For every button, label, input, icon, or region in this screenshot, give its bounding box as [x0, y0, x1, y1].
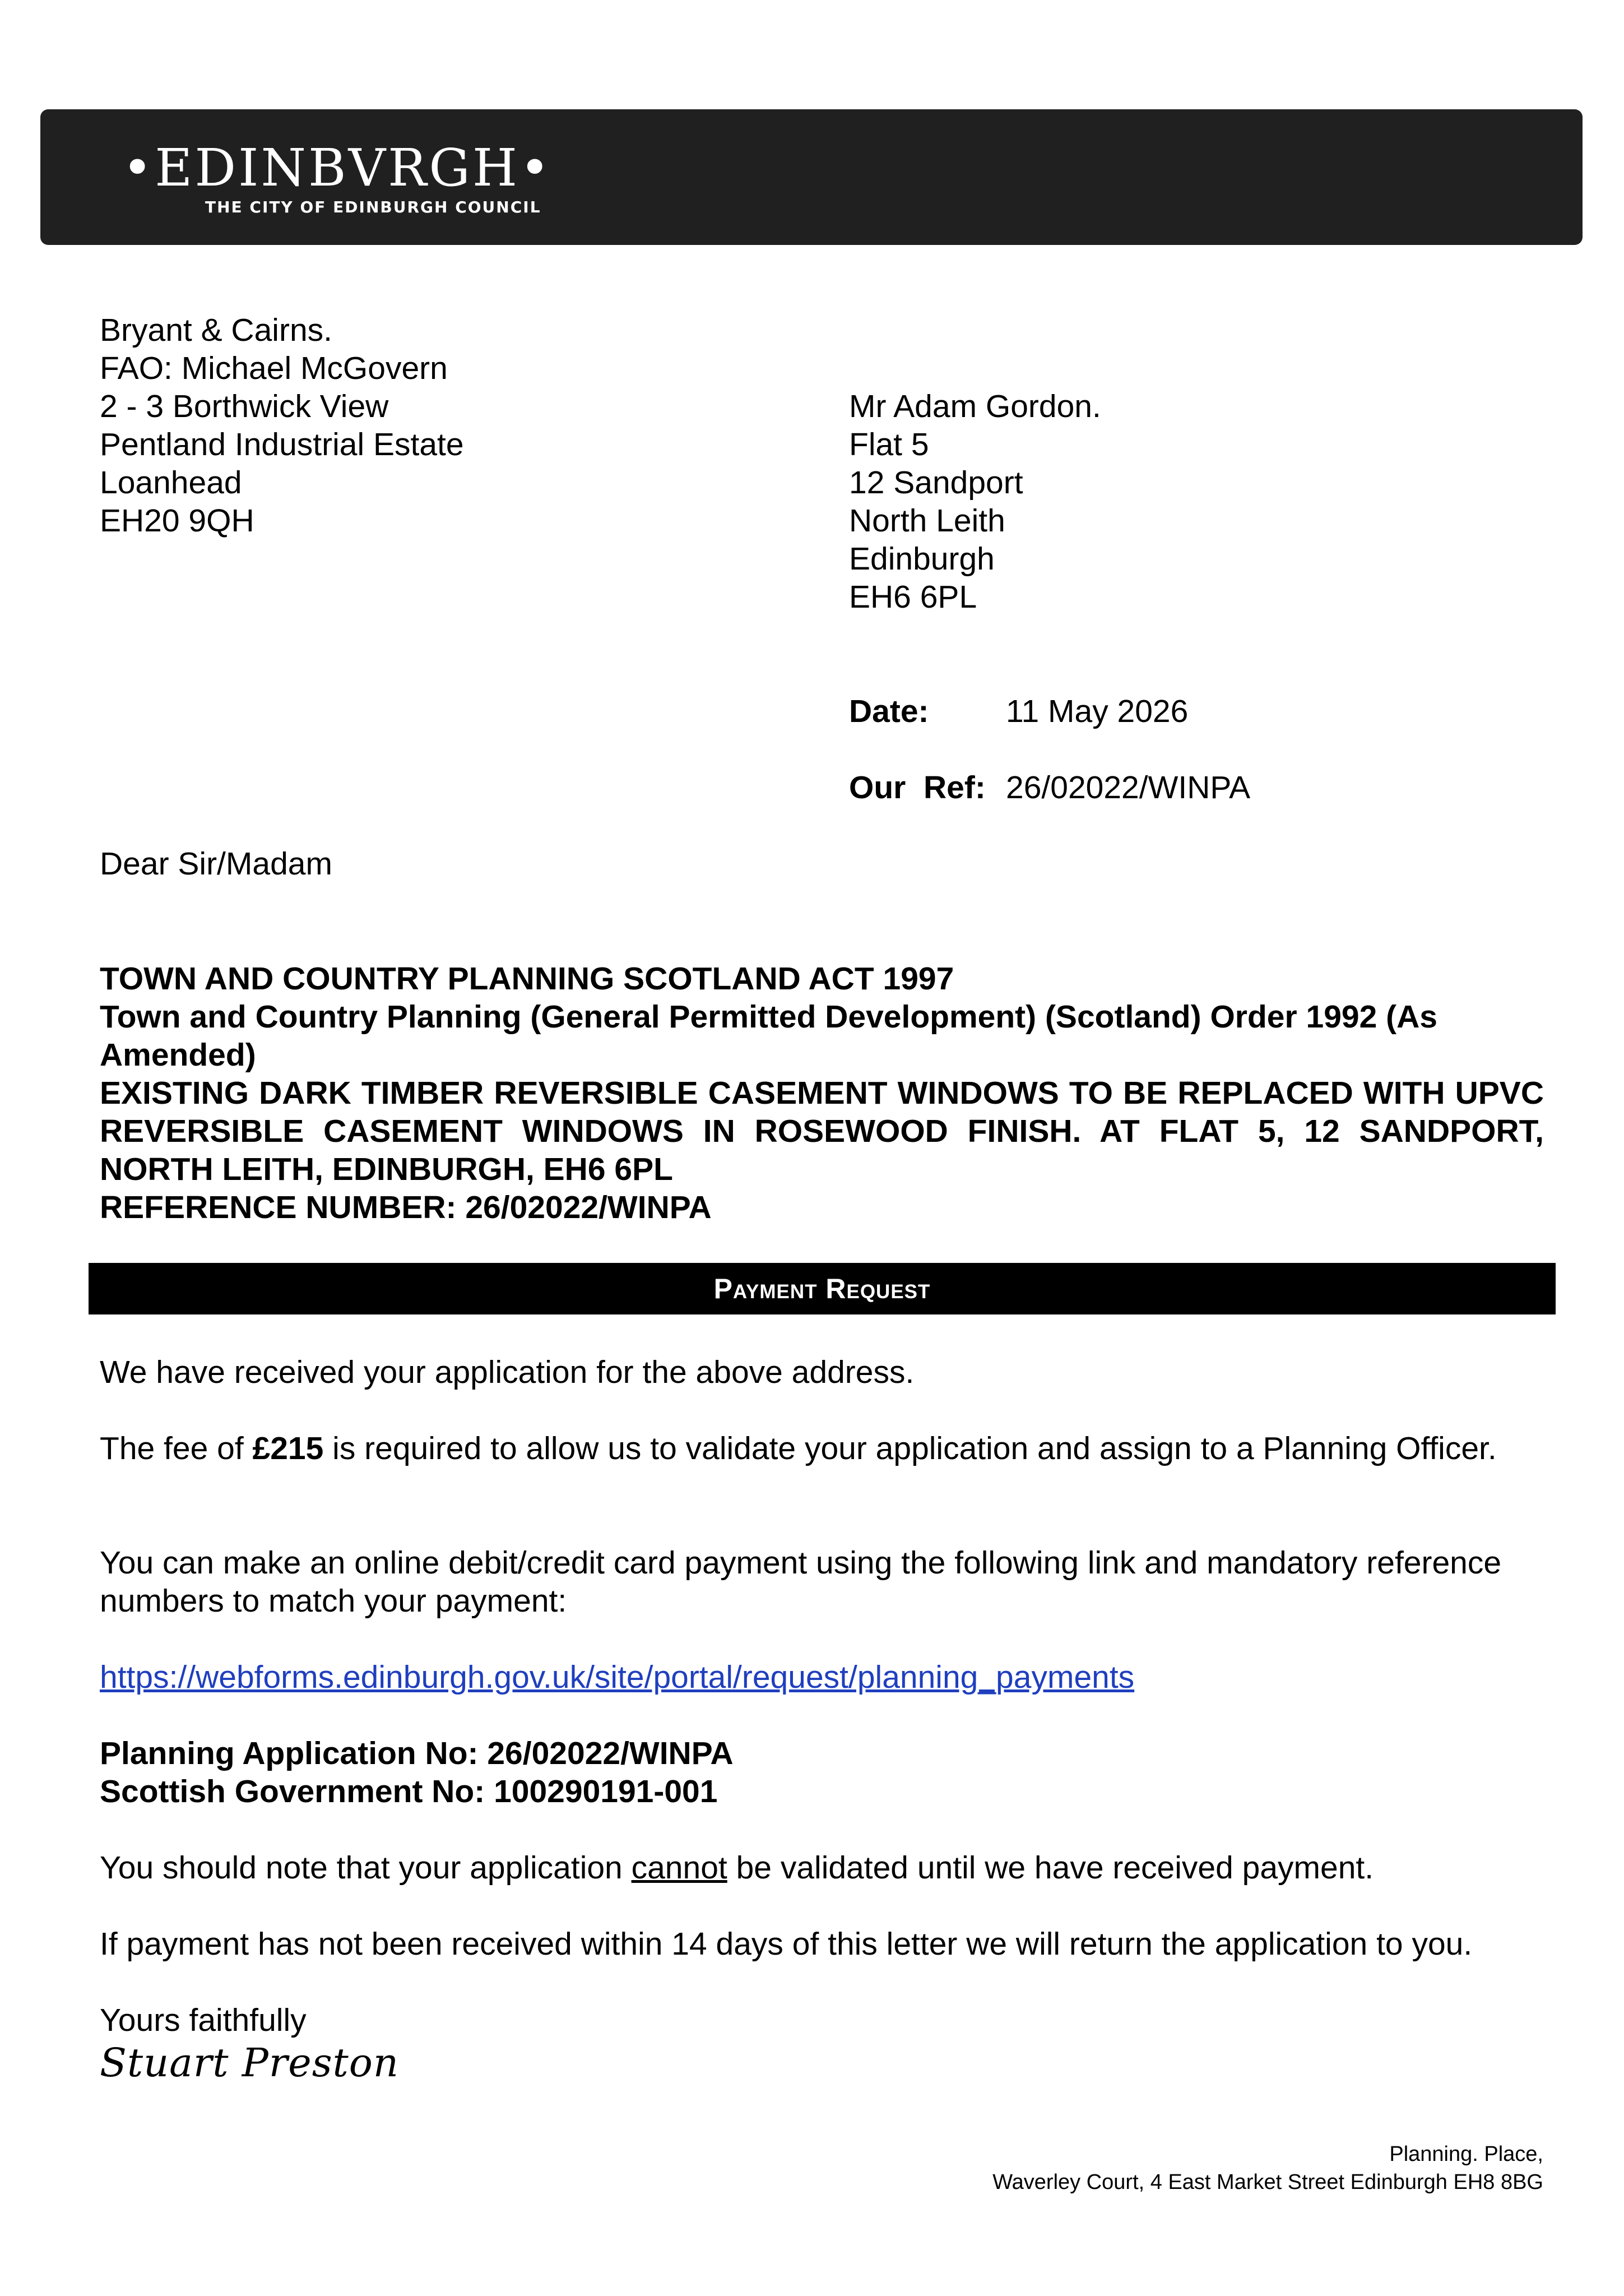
- recipient-address-line: 12 Sandport: [849, 465, 1023, 501]
- body-paragraph-validation: [100, 1849, 1534, 1887]
- payment-request-title: Payment Request: [713, 1273, 931, 1304]
- council-logo-subtitle: THE CITY OF EDINBURGH COUNCIL: [205, 198, 541, 216]
- validation-emphasis: cannot: [631, 1850, 727, 1886]
- planning-application-number: Planning Application No: 26/02022/WINPA: [100, 1735, 734, 1771]
- signature: Stuart Preston: [100, 2040, 400, 2086]
- recipient-address: [849, 387, 1101, 616]
- reference-value: 26/02022/WINPA: [1006, 770, 1251, 806]
- sender-address-line: FAO: Michael McGovern: [100, 350, 448, 386]
- validation-text-pre: You should note that your application: [100, 1850, 632, 1886]
- recipient-address-line: Flat 5: [849, 427, 929, 462]
- date-row: [849, 692, 1188, 730]
- reference-label: Our Ref:: [849, 770, 986, 806]
- heading-reference-number: REFERENCE NUMBER: 26/02022/WINPA: [100, 1189, 712, 1225]
- sender-address: [100, 311, 464, 540]
- heading-act-title: TOWN AND COUNTRY PLANNING SCOTLAND ACT 1997: [100, 961, 954, 997]
- fee-text-pre: The fee of: [100, 1431, 253, 1466]
- body-paragraph-fee: [100, 1429, 1534, 1468]
- date-value: 11 May 2026: [1006, 693, 1189, 729]
- fee-amount: £215: [252, 1431, 324, 1466]
- heading-order-title: Town and Country Planning (General Permitted Development) (Scotland) Order 1992 (As Amended): [100, 999, 1437, 1073]
- closing-line: Yours faithfully: [100, 2002, 307, 2038]
- recipient-address-line: EH6 6PL: [849, 579, 977, 615]
- body-paragraph-received: We have received your application for the above address.: [100, 1354, 915, 1390]
- heading-proposal: EXISTING DARK TIMBER REVERSIBLE CASEMENT WINDOWS TO BE REPLACED WITH UPVC REVERSIBLE CASEMENT WINDOWS IN ROSEWOOD FINISH. AT FLAT 5, 12 SANDPORT, NORTH LEITH, EDINBURGH, EH6 6PL: [100, 1075, 1544, 1187]
- footer-address: [992, 2140, 1543, 2196]
- footer-line: Waverley Court, 4 East Market Street Edinburgh EH8 8BG: [992, 2170, 1543, 2194]
- sender-address-line: EH20 9QH: [100, 503, 254, 539]
- payment-link[interactable]: https://webforms.edinburgh.gov.uk/site/portal/request/planning_payments: [100, 1659, 1135, 1695]
- sender-address-line: Bryant & Cairns.: [100, 312, 332, 348]
- recipient-address-line: North Leith: [849, 503, 1005, 539]
- footer-line: Planning. Place,: [1389, 2142, 1543, 2166]
- sender-address-line: Loanhead: [100, 465, 242, 501]
- sender-address-line: 2 - 3 Borthwick View: [100, 388, 389, 424]
- scottish-government-number: Scottish Government No: 100290191-001: [100, 1774, 718, 1809]
- payment-request-banner: [89, 1263, 1556, 1314]
- recipient-address-line: Edinburgh: [849, 541, 995, 577]
- reference-numbers: [100, 1734, 1534, 1811]
- date-label: Date:: [849, 693, 929, 729]
- reference-row: [849, 769, 1250, 807]
- validation-text-post: be validated until we have received payment.: [727, 1850, 1374, 1886]
- letter-heading: [100, 960, 1544, 1226]
- body-paragraph-return-notice: If payment has not been received within 14 days of this letter we will return the application to you.: [100, 1926, 1473, 1962]
- payment-link-paragraph: [100, 1658, 1534, 1696]
- salutation: Dear Sir/Madam: [100, 846, 332, 882]
- recipient-address-line: Mr Adam Gordon.: [849, 388, 1101, 424]
- body-paragraph-online-payment: You can make an online debit/credit card payment using the following link and mandatory reference numbers to match your payment:: [100, 1545, 1502, 1619]
- sender-address-line: Pentland Industrial Estate: [100, 427, 464, 462]
- council-logo-wordmark: •EDINBVRGH•: [122, 138, 553, 198]
- fee-text-post: is required to allow us to validate your application and assign to a Planning Officer.: [323, 1431, 1497, 1466]
